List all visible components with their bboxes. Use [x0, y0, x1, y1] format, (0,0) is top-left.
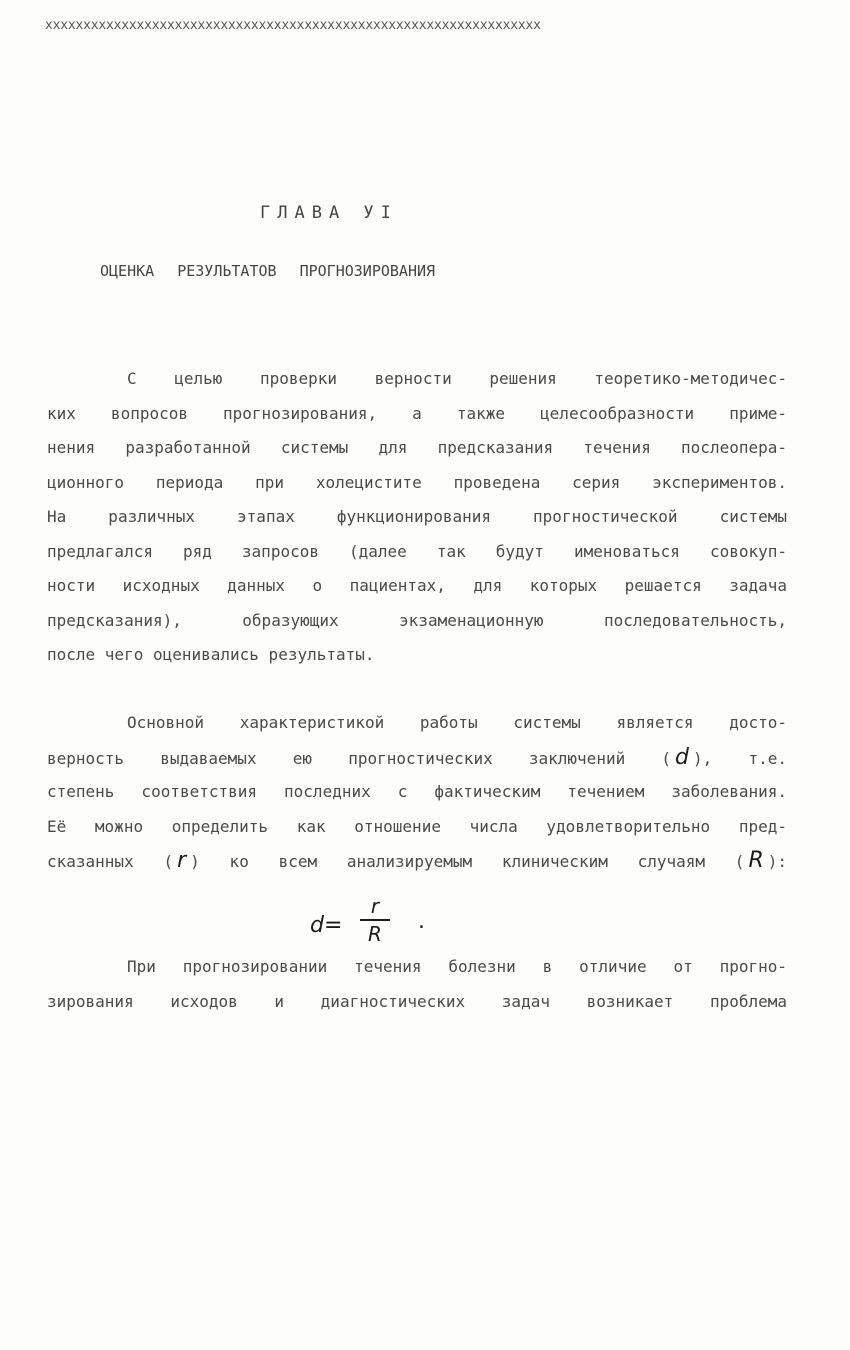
paragraph-3-line: зирования исходов и диагностических задач возникает проблема [47, 991, 787, 1011]
formula-end: . [418, 909, 425, 934]
formula-lhs: d= [310, 913, 343, 938]
paragraph-2-text: ) ко всем анализируемым клиническим случаям ( [190, 852, 745, 871]
formula-denominator: R [368, 921, 382, 946]
paragraph-1-line: С целью проверки верности решения теоретико-методичес- [127, 369, 787, 388]
paragraph-1-line: предсказания), образующих экзаменационную последовательность, [47, 610, 787, 630]
variable-d: d [675, 744, 690, 770]
paragraph-2 [47, 706, 787, 879]
paragraph-1-line: ционного периода при холецистите проведена серия экспериментов. [47, 472, 787, 492]
formula-numerator: r [370, 894, 380, 918]
paragraph-2-line [47, 844, 787, 879]
paragraph-2-line: Её можно определить как отношение числа удовлетворительно пред- [47, 816, 787, 836]
paragraph-3 [47, 950, 787, 1019]
paragraph-2-line: степень соответствия последних с фактическим течением заболевания. [47, 782, 787, 801]
chapter-title: ОЦЕНКА РЕЗУЛЬТАТОВ ПРОГНОЗИРОВАНИЯ [100, 262, 436, 280]
variable-R: R [748, 848, 764, 873]
paragraph-1 [47, 362, 787, 673]
fraction-bar [360, 919, 390, 921]
paragraph-1-line: ких вопросов прогнозирования, а также целесообразности приме- [47, 403, 787, 423]
variable-r: r [177, 848, 187, 873]
paragraph-2-line [47, 741, 787, 776]
paragraph-2-text: сказанных ( [47, 852, 174, 871]
formula-fraction [360, 895, 390, 945]
chapter-label: ГЛАВА УI [260, 203, 398, 223]
paragraph-1-line: На различных этапах функционирования прогностической системы [47, 507, 787, 526]
paragraph-1-line: ности исходных данных о пациентах, для которых решается задача [47, 576, 787, 595]
header-x-rule: xxxxxxxxxxxxxxxxxxxxxxxxxxxxxxxxxxxxxxxxxxxxxxxxxxxxxxxxxxxxxxxxx [45, 18, 541, 33]
paragraph-2-text: ), т.е. [693, 748, 787, 768]
paragraph-2-text: верность выдаваемых ею прогностических заключений ( [47, 748, 672, 768]
paragraph-1-line: после чего оценивались результаты. [47, 645, 375, 664]
paragraph-1-line: нения разработанной системы для предсказания течения послеопера- [47, 438, 787, 457]
paragraph-3-line: При прогнозировании течения болезни в отличие от прогно- [127, 957, 787, 976]
paragraph-1-line: предлагался ряд запросов (далее так будут именоваться совокуп- [47, 541, 787, 561]
paragraph-2-text: ): [767, 852, 787, 871]
paragraph-2-line: Основной характеристикой работы системы является досто- [127, 713, 787, 732]
